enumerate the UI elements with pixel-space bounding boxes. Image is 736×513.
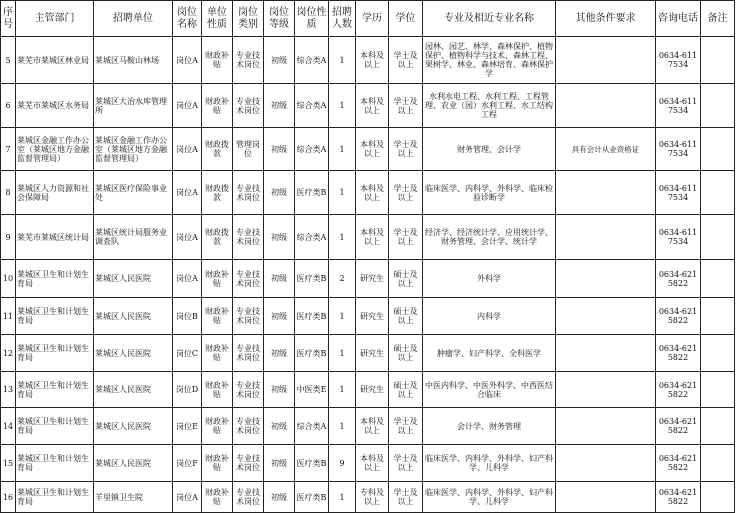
cell-degree: 学士及以上: [389, 128, 423, 171]
cell-headcount: 9: [329, 445, 356, 482]
cell-other-conditions: [556, 298, 656, 335]
cell-headcount: 1: [329, 482, 356, 513]
cell-degree: 学士及以上: [389, 215, 423, 260]
cell-employer: 莱城区人民医院: [94, 408, 173, 445]
table-row: [1, 215, 735, 260]
cell-post-category: 专业技术岗位: [233, 445, 264, 482]
cell-post-name: 岗位C: [173, 335, 202, 372]
cell-other-conditions: [556, 445, 656, 482]
cell-headcount: 1: [329, 372, 356, 408]
cell-unit-nature: 财政补贴: [202, 408, 233, 445]
cell-post-nature: 医疗类B: [295, 298, 329, 335]
cell-employer: 莱城区统计局服务业调查队: [94, 215, 173, 260]
cell-post-nature: 中医类E: [295, 372, 329, 408]
cell-index: 14: [1, 408, 16, 445]
cell-majors: 临床医学、内科学、外科学、妇产科学、儿科学: [423, 445, 556, 482]
cell-post-name: 岗位A: [173, 84, 202, 128]
cell-headcount: 1: [329, 335, 356, 372]
cell-post-name: 岗位A: [173, 128, 202, 171]
cell-education: 本科及以上: [356, 84, 389, 128]
cell-education: 本科及以上: [356, 37, 389, 84]
cell-employer: 莱城区金融工作办公室（莱城区地方金融监督管理局）: [94, 128, 173, 171]
cell-department: 莱芜市莱城区林业局: [16, 37, 94, 84]
cell-employer: 羊里镇卫生院: [94, 482, 173, 513]
cell-education: 本科及以上: [356, 171, 389, 215]
header-cell: 专业及相近专业名称: [423, 1, 556, 37]
cell-headcount: 1: [329, 128, 356, 171]
cell-unit-nature: 财政补贴: [202, 445, 233, 482]
cell-remarks: [701, 408, 735, 445]
cell-index: 16: [1, 482, 16, 513]
cell-index: 12: [1, 335, 16, 372]
cell-post-nature: 综合类A: [295, 37, 329, 84]
cell-unit-nature: 财政补贴: [202, 260, 233, 298]
cell-phone: 0634-6215822: [656, 335, 701, 372]
cell-post-category: 专业技术岗位: [233, 408, 264, 445]
header-cell: 学历: [356, 1, 389, 37]
cell-index: 15: [1, 445, 16, 482]
table-row: [1, 335, 735, 372]
cell-post-category: 专业技术岗位: [233, 335, 264, 372]
table-row: [1, 171, 735, 215]
header-cell: 岗位类别: [233, 1, 264, 37]
header-cell: 岗位等级: [264, 1, 295, 37]
cell-remarks: [701, 128, 735, 171]
cell-other-conditions: [556, 372, 656, 408]
cell-phone: 0634-6215822: [656, 260, 701, 298]
cell-other-conditions: [556, 84, 656, 128]
cell-other-conditions: [556, 335, 656, 372]
cell-unit-nature: 财政补贴: [202, 84, 233, 128]
cell-department: 莱城区卫生和计划生育局: [16, 260, 94, 298]
cell-phone: 0634-6117534: [656, 37, 701, 84]
cell-phone: 0634-6215822: [656, 445, 701, 482]
cell-index: 5: [1, 37, 16, 84]
cell-unit-nature: 财政拨款: [202, 128, 233, 171]
cell-index: 9: [1, 215, 16, 260]
cell-employer: 莱城区人民医院: [94, 372, 173, 408]
cell-unit-nature: 财政补贴: [202, 482, 233, 513]
cell-index: 13: [1, 372, 16, 408]
header-cell: 招聘单位: [94, 1, 173, 37]
cell-employer: 莱城区人民医院: [94, 445, 173, 482]
cell-post-level: 初级: [264, 408, 295, 445]
cell-post-name: 岗位A: [173, 260, 202, 298]
cell-post-name: 岗位A: [173, 482, 202, 513]
cell-other-conditions: [556, 482, 656, 513]
cell-post-nature: 综合类A: [295, 128, 329, 171]
cell-phone: 0634-6117534: [656, 171, 701, 215]
cell-employer: 莱城区马鞍山林场: [94, 37, 173, 84]
cell-post-nature: 综合类A: [295, 84, 329, 128]
cell-other-conditions: [556, 260, 656, 298]
cell-post-name: 岗位A: [173, 215, 202, 260]
cell-headcount: 1: [329, 171, 356, 215]
cell-degree: 硕士及以上: [389, 260, 423, 298]
cell-degree: 学士及以上: [389, 482, 423, 513]
table-row: [1, 408, 735, 445]
cell-degree: 学士及以上: [389, 84, 423, 128]
cell-post-category: 管理岗位: [233, 128, 264, 171]
cell-majors: 中医内科学、中医外科学、中西医结合临床: [423, 372, 556, 408]
table-row: [1, 260, 735, 298]
header-cell: 序号: [1, 1, 16, 37]
cell-post-level: 初级: [264, 298, 295, 335]
cell-other-conditions: 具有会计从业资格证: [556, 128, 656, 171]
cell-post-level: 初级: [264, 260, 295, 298]
cell-majors: 经济学、经济统计学、应用统计学、财务管理、会计学、统计学: [423, 215, 556, 260]
cell-index: 6: [1, 84, 16, 128]
cell-employer: 莱城区大冶水库管理所: [94, 84, 173, 128]
cell-majors: 会计学、财务管理: [423, 408, 556, 445]
cell-majors: 临床医学、内科学、外科学、临床检验诊断学: [423, 171, 556, 215]
cell-education: 本科及以上: [356, 445, 389, 482]
header-cell: 咨询电话: [656, 1, 701, 37]
cell-employer: 莱城区人民医院: [94, 335, 173, 372]
cell-post-category: 专业技术岗位: [233, 260, 264, 298]
cell-post-nature: 综合类A: [295, 215, 329, 260]
cell-degree: 硕士及以上: [389, 298, 423, 335]
cell-post-level: 初级: [264, 128, 295, 171]
header-cell: 岗位性质: [295, 1, 329, 37]
cell-post-level: 初级: [264, 335, 295, 372]
cell-post-level: 初级: [264, 84, 295, 128]
cell-department: 莱城区金融工作办公室（莱城区地方金融监督管理局）: [16, 128, 94, 171]
cell-phone: 0634-6215822: [656, 372, 701, 408]
cell-remarks: [701, 37, 735, 84]
cell-headcount: 1: [329, 298, 356, 335]
cell-index: 8: [1, 171, 16, 215]
cell-post-category: 专业技术岗位: [233, 37, 264, 84]
cell-education: 本科及以上: [356, 408, 389, 445]
cell-degree: 学士及以上: [389, 445, 423, 482]
cell-headcount: 1: [329, 408, 356, 445]
cell-headcount: 1: [329, 215, 356, 260]
cell-education: 本科及以上: [356, 215, 389, 260]
cell-headcount: 1: [329, 37, 356, 84]
header-cell: 备注: [701, 1, 735, 37]
cell-index: 10: [1, 260, 16, 298]
cell-other-conditions: [556, 171, 656, 215]
cell-post-category: 专业技术岗位: [233, 298, 264, 335]
cell-education: 研究生: [356, 372, 389, 408]
table-row: [1, 482, 735, 513]
cell-post-level: 初级: [264, 372, 295, 408]
cell-majors: 临床医学、内科学、外科学、妇产科学、儿科学: [423, 482, 556, 513]
cell-post-category: 专业技术岗位: [233, 482, 264, 513]
cell-phone: 0634-6117534: [656, 84, 701, 128]
cell-unit-nature: 财政补贴: [202, 372, 233, 408]
cell-education: 本科及以上: [356, 128, 389, 171]
cell-post-name: 岗位B: [173, 298, 202, 335]
cell-majors: 园林、园艺、林学、森林保护、植物保护、植物科学与技术、森林工程、果树学、林业、森林培育、森林保护学: [423, 37, 556, 84]
cell-phone: 0634-6117534: [656, 215, 701, 260]
cell-post-nature: 医疗类B: [295, 171, 329, 215]
cell-post-level: 初级: [264, 482, 295, 513]
cell-remarks: [701, 335, 735, 372]
cell-unit-nature: 财政补贴: [202, 335, 233, 372]
cell-remarks: [701, 445, 735, 482]
cell-remarks: [701, 482, 735, 513]
cell-remarks: [701, 171, 735, 215]
cell-education: 研究生: [356, 335, 389, 372]
cell-department: 莱城区卫生和计划生育局: [16, 408, 94, 445]
cell-headcount: 2: [329, 260, 356, 298]
cell-degree: 硕士及以上: [389, 372, 423, 408]
cell-post-nature: 综合类A: [295, 408, 329, 445]
header-cell: 岗位名称: [173, 1, 202, 37]
cell-department: 莱城区人力资源和社会保障局: [16, 171, 94, 215]
cell-other-conditions: [556, 215, 656, 260]
cell-department: 莱城区卫生和计划生育局: [16, 445, 94, 482]
cell-post-level: 初级: [264, 171, 295, 215]
cell-phone: 0634-6215822: [656, 298, 701, 335]
cell-unit-nature: 财政拨款: [202, 171, 233, 215]
cell-post-name: 岗位F: [173, 445, 202, 482]
cell-remarks: [701, 298, 735, 335]
table-row: [1, 298, 735, 335]
header-cell: 招聘人数: [329, 1, 356, 37]
cell-post-category: 专业技术岗位: [233, 372, 264, 408]
cell-index: 11: [1, 298, 16, 335]
cell-degree: 学士及以上: [389, 171, 423, 215]
cell-education: 研究生: [356, 260, 389, 298]
cell-headcount: 1: [329, 84, 356, 128]
table-row: [1, 84, 735, 128]
cell-post-level: 初级: [264, 215, 295, 260]
table-row: [1, 445, 735, 482]
cell-majors: 肿瘤学、妇产科学、全科医学: [423, 335, 556, 372]
cell-department: 莱城区卫生和计划生育局: [16, 372, 94, 408]
cell-majors: 财务管理、会计学: [423, 128, 556, 171]
cell-post-level: 初级: [264, 445, 295, 482]
cell-phone: 0634-6117534: [656, 128, 701, 171]
cell-post-nature: 医疗类B: [295, 445, 329, 482]
cell-remarks: [701, 84, 735, 128]
cell-department: 莱城区卫生和计划生育局: [16, 335, 94, 372]
cell-remarks: [701, 215, 735, 260]
cell-post-category: 专业技术岗位: [233, 171, 264, 215]
cell-post-nature: 医疗类B: [295, 260, 329, 298]
cell-other-conditions: [556, 408, 656, 445]
cell-phone: 0634-6215822: [656, 408, 701, 445]
cell-department: 莱芜市莱城区统计局: [16, 215, 94, 260]
cell-degree: 学士及以上: [389, 408, 423, 445]
cell-employer: 莱城区人民医院: [94, 260, 173, 298]
table-row: [1, 372, 735, 408]
header-cell: 单位性质: [202, 1, 233, 37]
cell-education: 研究生: [356, 298, 389, 335]
cell-degree: 硕士及以上: [389, 335, 423, 372]
cell-department: 莱城区卫生和计划生育局: [16, 298, 94, 335]
cell-post-category: 专业技术岗位: [233, 84, 264, 128]
cell-education: 专科及以上: [356, 482, 389, 513]
cell-unit-nature: 财政拨款: [202, 215, 233, 260]
cell-remarks: [701, 260, 735, 298]
table-row: [1, 37, 735, 84]
cell-remarks: [701, 372, 735, 408]
cell-unit-nature: 财政补贴: [202, 298, 233, 335]
cell-phone: 0634-6215822: [656, 482, 701, 513]
cell-employer: 莱城区人民医院: [94, 298, 173, 335]
cell-unit-nature: 财政补贴: [202, 37, 233, 84]
cell-index: 7: [1, 128, 16, 171]
table-header-row: [1, 1, 735, 37]
cell-employer: 莱城区医疗保险事业处: [94, 171, 173, 215]
cell-degree: 学士及以上: [389, 37, 423, 84]
cell-post-name: 岗位D: [173, 372, 202, 408]
cell-post-name: 岗位A: [173, 171, 202, 215]
cell-post-name: 岗位A: [173, 37, 202, 84]
cell-other-conditions: [556, 37, 656, 84]
cell-post-level: 初级: [264, 37, 295, 84]
cell-majors: 内科学: [423, 298, 556, 335]
cell-majors: 外科学: [423, 260, 556, 298]
header-cell: 学位: [389, 1, 423, 37]
cell-department: 莱城区卫生和计划生育局: [16, 482, 94, 513]
cell-post-nature: 医疗类B: [295, 335, 329, 372]
table-row: [1, 128, 735, 171]
cell-post-nature: 医疗类B: [295, 482, 329, 513]
cell-department: 莱芜市莱城区水务局: [16, 84, 94, 128]
cell-post-name: 岗位E: [173, 408, 202, 445]
header-cell: 其他条件要求: [556, 1, 656, 37]
header-cell: 主管部门: [16, 1, 94, 37]
cell-post-category: 专业技术岗位: [233, 215, 264, 260]
cell-majors: 水利水电工程、水利工程、工程管理、农业（园）水利工程、水工结构工程: [423, 84, 556, 128]
